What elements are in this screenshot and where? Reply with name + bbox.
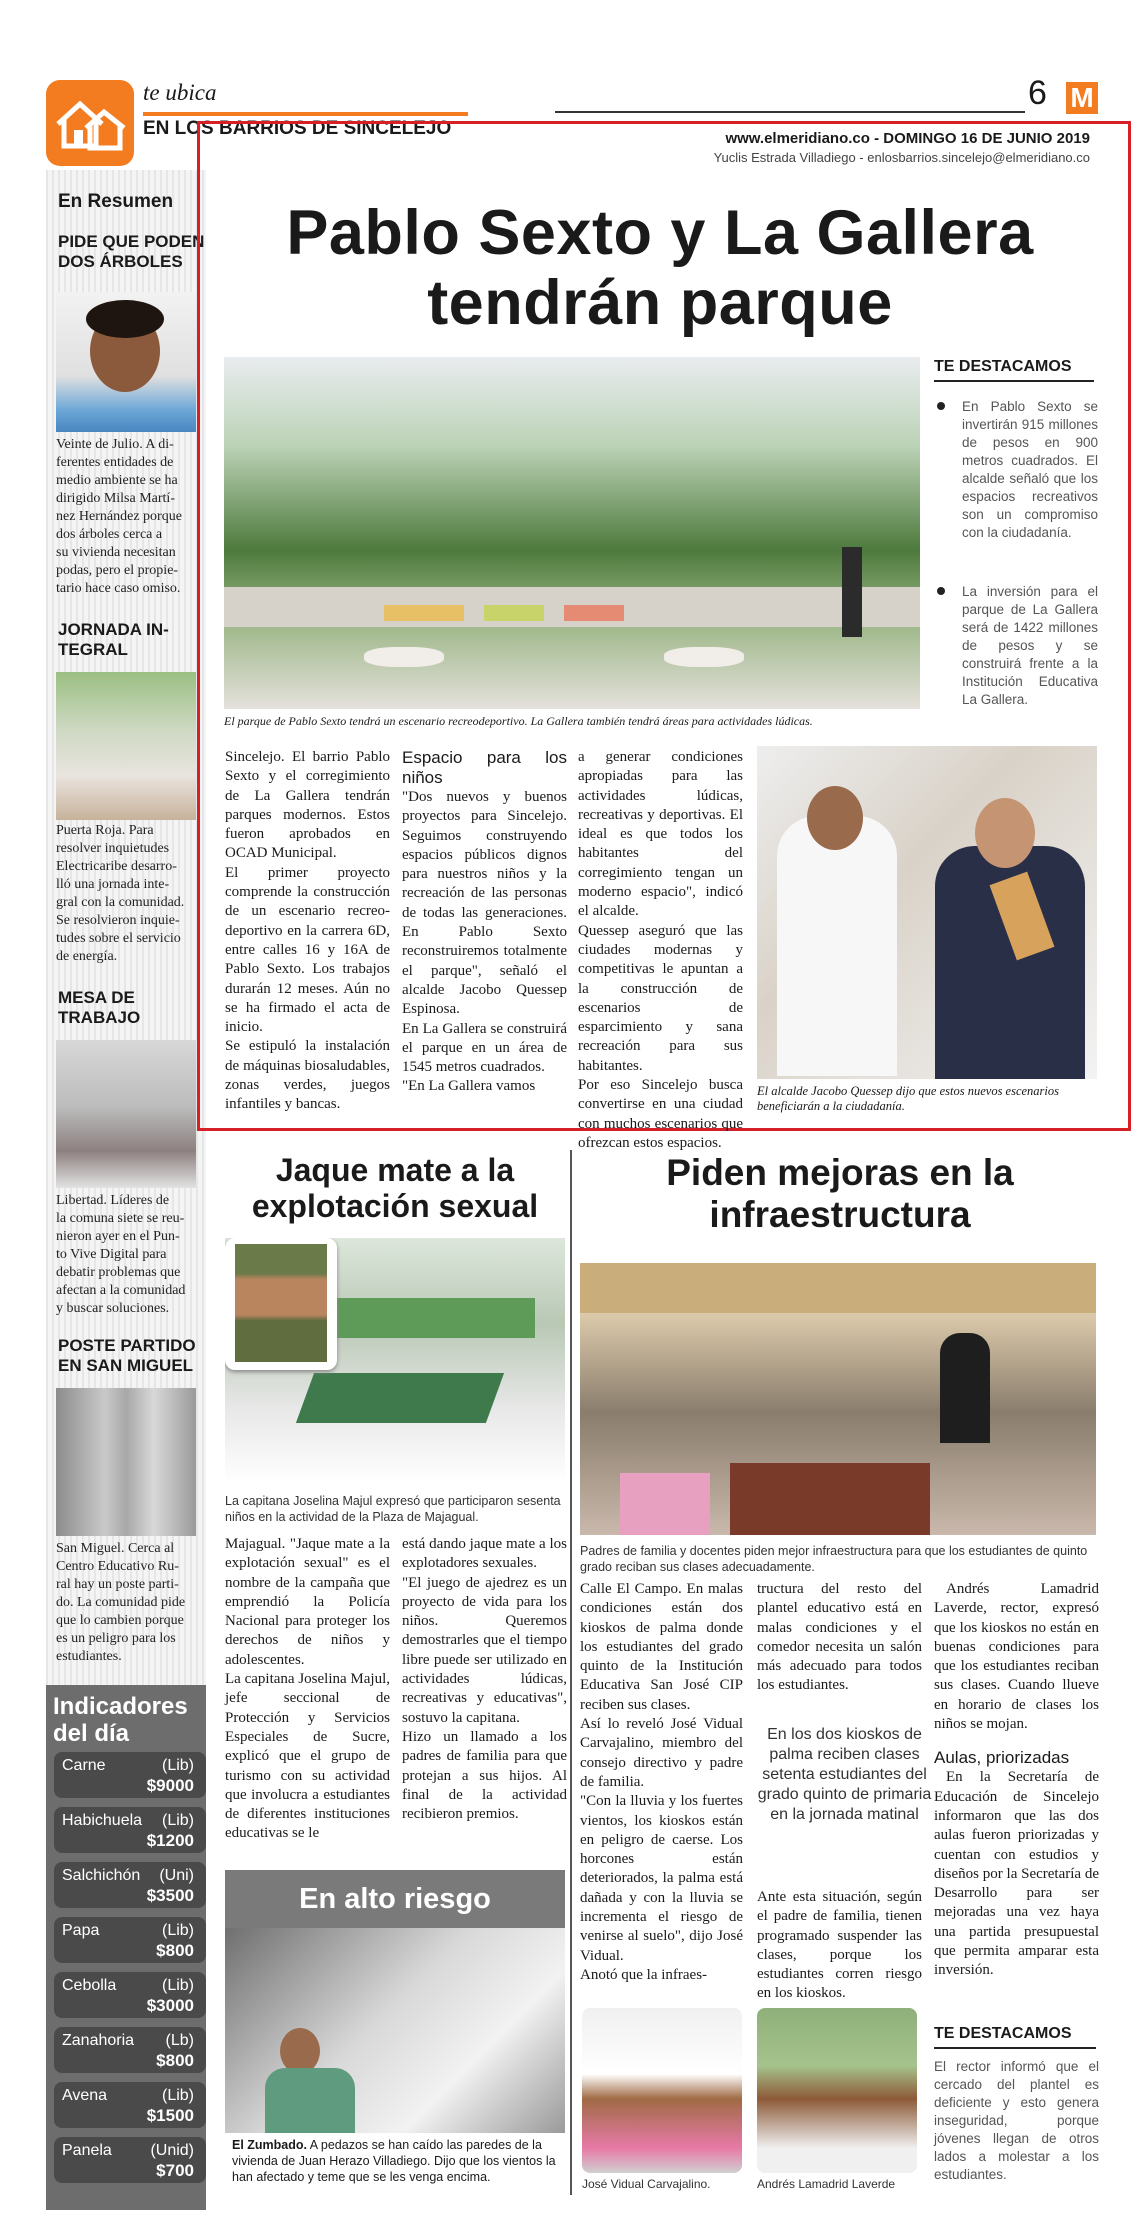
sidebar-line: estudiantes. [56,1649,122,1664]
indicator-unit: (Lib) [161,1757,194,1774]
sidebar-line: San Miguel. Cerca al [56,1541,175,1556]
sidebar-line: nez Hernández porque [56,509,182,524]
indicator-price: $3500 [146,1886,194,1905]
story4-column-2: tructura del resto del plantel educativo está en malas condiciones y el comedor necesita un salón más adecuado para todos los estudiantes. [757,1581,922,1694]
story2-headline: Jaque mate a la explotación sexual [251,1152,539,1224]
sidebar-title: En Resumen [58,191,174,212]
main-column-2 [402,748,567,1097]
indicator-zanahoria [54,2027,206,2073]
story4-column-3 [934,1580,1099,1981]
mayor-photo-caption: El alcalde Jacobo Quessep dijo que estos nuevos escenarios beneficiarán a la ciudadanía. [757,1084,1060,1113]
indicator-name: Zanahoria [62,2032,135,2049]
indicators-title: Indicadores del día [53,1693,188,1747]
indicator-cebolla [54,1972,206,2018]
story4-photo-caption: Padres de familia y docentes piden mejor infraestructura para que los estudiantes de quinto grado reciban sus clases adecuadamente. [580,1544,1088,1574]
highlights-heading: TE DESTACAMOS [934,358,1072,375]
sidebar-line: gral con la comunidad. [56,895,185,910]
indicator-unit: (Lb) [165,2032,194,2049]
sidebar-line: Electricaribe desarro- [56,859,177,874]
story3-caption-text: A pedazos se han caído las paredes de la vivienda de Juan Herazo Villadiego. Dijo que los vientos la han afectado y teme que se les venga encima. [232,2138,556,2184]
indicator-name: Salchichón [62,1867,141,1884]
column-divider [570,1150,572,2195]
indicator-price: $9000 [146,1776,194,1795]
website-date: www.elmeridiano.co - DOMINGO 16 DE JUNIO 2019 [725,130,1090,147]
bullet-icon [937,587,945,595]
indicator-price: $1200 [146,1831,194,1850]
sidebar-line: su vivienda necesitan [56,545,176,560]
sidebar-line: Centro Educativo Ru- [56,1559,179,1574]
header-rule [555,111,1025,113]
sidebar-portrait-woman [56,292,196,432]
indicator-price: $1500 [146,2106,194,2125]
story4-highlights-heading: TE DESTACAMOS [934,2025,1072,2042]
sidebar-line: to Vive Digital para [56,1247,167,1262]
indicator-name: Papa [62,1922,100,1939]
portrait1-caption: José Vidual Carvajalino. [582,2177,711,2191]
main-column-3: a generar condiciones apropiadas para las actividades lúdicas, recreativas y deportivas. El ideal es que todos los habitantes del corregimiento tengan un moderno espacio", indicó el alcalde. Quessep aseguró que las ciudades modernas y competitivas le apuntan a la construcción de escenarios de esparcimiento y sana recreación para sus habitantes. Por eso Sincelejo busca convertirse en una ciudad con muchos escenarios que ofrezcan estos espacios. [578,749,743,1151]
indicator-papa [54,1917,206,1963]
highlight-text: En Pablo Sexto se invertirán 915 millones de pesos en 900 metros cuadrados. El alcalde señaló que los espacios recreativos son un compromiso con la ciudadanía. [962,399,1098,540]
portrait2-caption: Andrés Lamadrid Laverde [757,2177,896,2191]
sidebar-item1-heading: PIDE QUE PODEN DOS ÁRBOLES [58,232,205,271]
sidebar-line: tario hace caso omiso. [56,581,181,596]
story3-caption [232,2137,567,2185]
indicator-carne [54,1752,206,1798]
section-underline [143,112,468,116]
main-headline: Pablo Sexto y La Gallera tendrán parque [286,198,1034,338]
main-column-1: Sincelejo. El barrio Pablo Sexto y el corregimiento de La Gallera tendrán parques modernos. Estos fueron aprobados en OCAD Municipal. El primer proyecto comprende la construcción de un escenario recreo-deportivo en la carrera 6D, entre calles 16 y 16A de Pablo Sexto. Los trabajos durarán 12 meses. Aún no se ha firmado el acta de inicio. Se estipuló la instalación de máquinas biosaludables, zonas verdes, juegos infantiles y bancas. [225,749,390,1113]
indicator-unit: (Lib) [161,2087,194,2104]
indicator-name: Cebolla [62,1977,117,1994]
sidebar-item4-heading: POSTE PARTIDO EN SAN MIGUEL [58,1336,196,1375]
sidebar-line: dos árboles cerca a [56,527,163,542]
indicator-price: $800 [156,2051,194,2070]
sidebar-photo-broken-pole [56,1388,196,1536]
indicator-price: $800 [156,1941,194,1960]
sidebar-line: lló una jornada inte- [56,877,170,892]
indicator-price: $700 [156,2161,194,2180]
story3-caption-lead: El Zumbado. [232,2138,307,2152]
sidebar-line: afectan a la comunidad [56,1283,186,1298]
story4-pull-quote: En los dos kioskos de palma reciben clases setenta estudiantes del grado quinto de primaria en la jornada matinal [757,1726,932,1823]
highlight-item [962,398,1098,542]
subheading: Espacio para los niños [402,748,567,787]
sidebar-line: tudes sobre el servicio [56,931,181,946]
story2-column-1: Majagual. "Jaque mate a la explotación sexual" es el nombre de la campaña que emprendió la Policía Nacional para proteger los derechos de niños y adolescentes. La capitana Joselina Majul, jefe seccional de Protección y Servicios Especiales de Sucre, explicó que el grupo de turismo con su actividad que involucra a estudiantes de diferentes instituciones educativas se le [225,1536,390,1842]
story4-column-2b: Ante esta situación, según el padre de familia, tienen programado suspender las clases, porque los estudiantes corren riesgo en los kioskos. [757,1889,922,2002]
indicator-unit: (Lib) [161,1812,194,1829]
main-photo-caption: El parque de Pablo Sexto tendrá un escenario recreodeportivo. La Gallera también tendrá áreas para actividades lúdicas. [224,714,813,728]
indicator-panela [54,2137,206,2183]
highlight-text: La inversión para el parque de La Gallera será de 1422 millones de pesos y se construirá frente a la Institución Educativa La Gallera. [962,584,1098,707]
indicator-avena [54,2082,206,2128]
indicator-unit: (Unid) [150,2142,194,2159]
sidebar-photo-meeting [56,672,196,820]
classroom-kiosk-photo [580,1263,1096,1535]
sidebar-line: de energía. [56,949,118,964]
sidebar-line: do. La comunidad pide [56,1595,186,1610]
chess-children-photo [225,1238,565,1483]
mayor-handshake-photo [757,746,1097,1079]
sidebar-item3-text [56,1192,206,1318]
sidebar-line: y buscar soluciones. [56,1301,170,1316]
story4-highlights-rule [934,2047,1096,2049]
highlight-item [962,583,1098,709]
sidebar-line: nieron ayer en el Pun- [56,1229,180,1244]
indicator-name: Avena [62,2087,108,2104]
sidebar-photo-work-table [56,1040,196,1188]
portrait-andres-lamadrid [757,2008,917,2173]
indicator-unit: (Uni) [159,1867,194,1884]
indicator-price: $3000 [146,1996,194,2015]
story4-column-1: Calle El Campo. En malas condiciones están dos kioskos de palma donde los estudiantes del grado quinto de la Institución Educativa San José CIP reciben sus clases. Así lo reveló José Vidual Carvajalino, miembro del consejo directivo y padre de familia. "Con la lluvia y los fuertes vientos, los kioskos están en peligro de caerse. Los horcones están deteriorados, la palma está dañada y con la lluvia se incrementa el riesgo de venirse al suelo", dijo José Vidual. Anotó que la infraes- [580,1581,743,1983]
indicator-unit: (Lib) [161,1922,194,1939]
subheading: Aulas, priorizadas [934,1748,1070,1768]
sidebar-line: podas, pero el propie- [56,563,179,578]
sidebar-line: que lo cambien porque [56,1613,184,1628]
brand-logo: M [1066,82,1098,114]
sidebar-line: la comuna siete se reu- [56,1211,185,1226]
captain-portrait [235,1244,327,1362]
sidebar-line: Puerta Roja. Para [56,823,154,838]
portrait-jose-vidual [582,2008,742,2173]
section-subtitle: EN LOS BARRIOS DE SINCELEJO [143,118,452,139]
page-number: 6 [1028,74,1047,112]
sidebar-item3-heading: MESA DE TRABAJO [58,988,141,1027]
section-name: te ubica [143,80,217,105]
indicator-name: Habichuela [62,1812,143,1829]
sidebar-line: debatir problemas que [56,1265,181,1280]
story4-highlight-text: El rector informó que el cercado del plantel es deficiente y esto genera inseguridad, porque jóvenes llegan de otros lados a molestar a los estudiantes. [934,2059,1099,2182]
story2-column-2: está dando jaque mate a los explotadores sexuales. "El juego de ajedrez es un proyecto de vida para los niños. Queremos demostrarles que el tiempo libre puede ser utilizado en actividades lúdicas, recreativas y educativas", sostuvo la capitana. Hizo un llamado a los padres de familia para que protejan a sus hijos. Al final de la actividad recibieron premios. [402,1536,567,1823]
sidebar-line: Veinte de Julio. A di- [56,437,174,452]
indicator-name: Carne [62,1757,106,1774]
sidebar-line: ferentes entidades de [56,455,174,470]
sidebar-line: Se resolvieron inquie- [56,913,180,928]
indicator-unit: (Lib) [161,1977,194,1994]
sidebar-line: ral hay un poste parti- [56,1577,179,1592]
bullet-icon [937,402,945,410]
sidebar-item2-heading: JORNADA IN-TEGRAL [58,620,169,659]
story3-title: En alto riesgo [225,1870,565,1928]
sidebar-line: medio ambiente se ha [56,473,178,488]
story4-column-3b-text: En la Secretaría de Educación de Sincelejo informaron que las dos aulas fueron priorizadas y cuentan con estudios y diseños por la Secretaría de Desarrollo para ser mejoradas una vez haya una partida presupuestal que permita amparar esta inversión. [934,1769,1099,1979]
damaged-house-photo [225,1928,565,2133]
park-rendering-photo [224,357,920,709]
highlights-rule [934,380,1094,382]
indicator-salchichon [54,1862,206,1908]
sidebar-item2-text [56,822,206,966]
story4-headline: Piden mejoras en la infraestructura [666,1152,1014,1235]
sidebar-line: es un peligro para los [56,1631,176,1646]
story2-photo-caption: La capitana Joselina Majul expresó que participaron sesenta niños en la actividad de la Plaza de Majagual. [225,1494,561,1524]
indicator-habichuela [54,1807,206,1853]
story4-column-3-text: Andrés Lamadrid Laverde, rector, expresó que los kioskos no están en buenas condiciones para que los estudiantes reciban sus clases. Cuando llueve en horario de clases los niños se mojan. [934,1581,1099,1733]
section-logo-house-icon [46,80,134,166]
sidebar-item1-text [56,436,206,598]
sidebar-line: resolver inquietudes [56,841,170,856]
sidebar-line: Libertad. Líderes de [56,1193,170,1208]
main-column-2-text: "Dos nuevos y buenos proyectos para Sincelejo. Seguimos construyendo espacios públicos dignos para nuestros niños y la recreación de las personas de todas las generaciones. En Pablo Sexto reconstruiremos totalmente el parque", señaló el alcalde Jacobo Quessep Espinosa. En La Gallera se construirá el parque en un área de 1545 metros cuadrados. "En La Gallera vamos [402,789,567,1095]
indicator-name: Panela [62,2142,112,2159]
sidebar-line: dirigido Milsa Martí- [56,491,175,506]
byline: Yuclis Estrada Villadiego - enlosbarrios.sincelejo@elmeridiano.co [713,150,1090,165]
sidebar-item4-text [56,1540,206,1666]
